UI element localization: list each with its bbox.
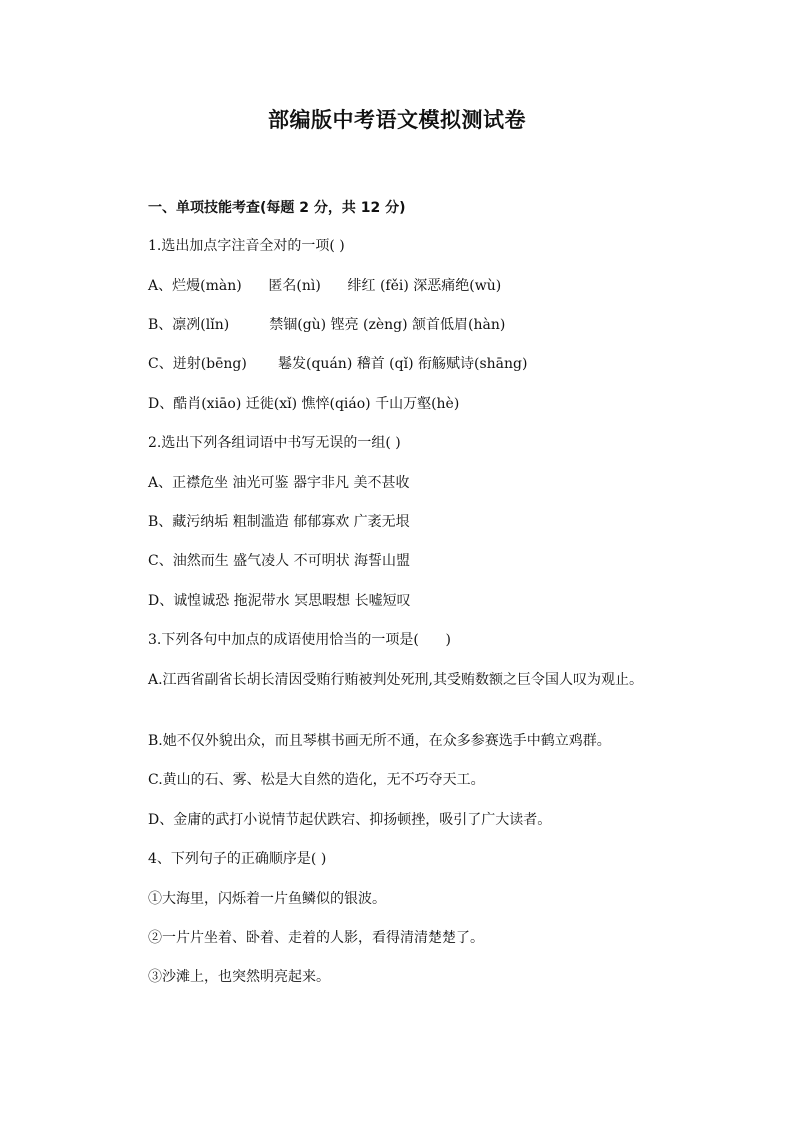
question-2-option-c: C、油然而生 盛气凌人 不可明状 海誓山盟 <box>148 553 411 569</box>
question-1-option-c: C、迸射(bēng) 鬈发(quán) 稽首 (qǐ) 衔觞赋诗(shāng) <box>148 356 528 372</box>
question-3-stem: 3.下列各句中加点的成语使用恰当的一项是( ) <box>148 632 451 648</box>
question-2-stem: 2.选出下列各组词语中书写无误的一组( ) <box>148 435 401 451</box>
question-1-option-d: D、酷肖(xiāo) 迁徙(xǐ) 憔悴(qiáo) 千山万壑(hè) <box>148 396 460 412</box>
question-3-option-d: D、金庸的武打小说情节起伏跌宕、抑扬顿挫，吸引了广大读者。 <box>148 812 552 828</box>
question-2-option-a: A、正襟危坐 油光可鉴 器宇非凡 美不甚收 <box>148 475 410 491</box>
question-3-option-b: B.她不仅外貌出众，而且琴棋书画无所不通，在众多参赛选手中鹤立鸡群。 <box>148 733 611 749</box>
question-1-stem: 1.选出加点字注音全对的一项( ) <box>148 238 345 254</box>
question-3-option-c: C.黄山的石、雾、松是大自然的造化，无不巧夺天工。 <box>148 772 485 788</box>
question-4-sentence-3: ③沙滩上，也突然明亮起来。 <box>148 969 330 985</box>
question-1-option-b: B、凛冽(lǐn) 禁锢(gù) 铿亮 (zèng) 颔首低眉(hàn) <box>148 317 506 333</box>
question-2-option-b: B、藏污纳垢 粗制滥造 郁郁寡欢 广袤无垠 <box>148 514 410 530</box>
question-4-sentence-2: ②一片片坐着、卧着、走着的人影，看得清清楚楚了。 <box>148 930 484 946</box>
page-title: 部编版中考语文模拟测试卷 <box>268 108 526 132</box>
question-2-option-d: D、诚惶诚恐 拖泥带水 冥思暇想 长嘘短叹 <box>148 593 411 609</box>
section-heading: 一、单项技能考查(每题 2 分，共 12 分) <box>148 200 406 216</box>
question-4-sentence-1: ①大海里，闪烁着一片鱼鳞似的银波。 <box>148 891 386 907</box>
question-1-option-a: A、烂熳(màn) 匿名(nì) 绯红 (fěi) 深恶痛绝(wù) <box>148 278 502 294</box>
question-3-option-a: A.江西省副省长胡长清因受贿行贿被判处死刑,其受贿数额之巨令国人叹为观止。 <box>148 672 644 688</box>
question-4-stem: 4、下列句子的正确顺序是( ) <box>148 851 327 867</box>
